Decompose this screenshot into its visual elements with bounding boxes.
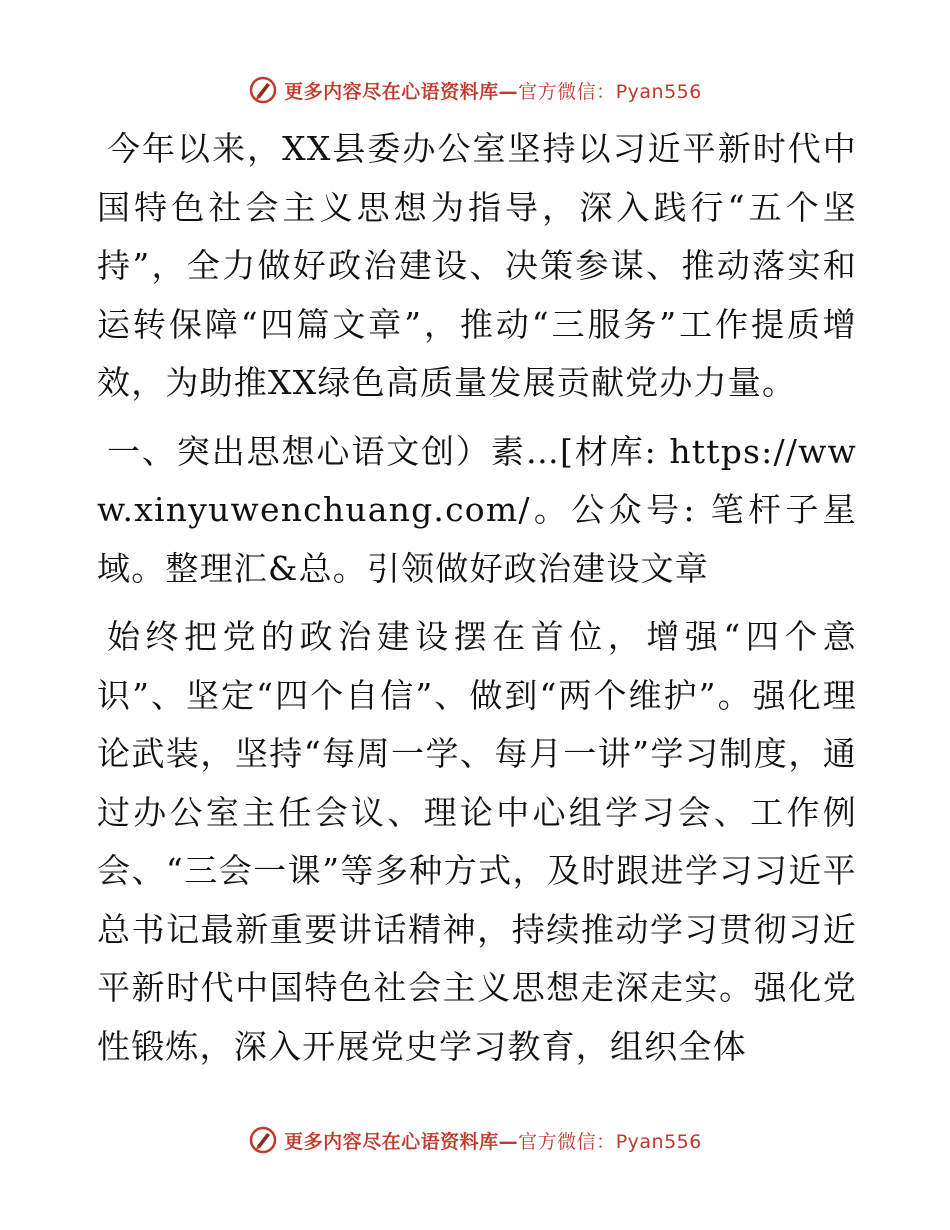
watermark-text: 更多内容尽在心语资料库—官方微信：Pyan556 — [284, 1130, 702, 1153]
footer-watermark — [0, 1120, 950, 1160]
paragraph-intro: 今年以来，XX县委办公室坚持以习近平新时代中国特色社会主义思想为指导，深入践行“五个坚持”，全力做好政治建设、决策参谋、推动落实和运转保障“四篇文章”，推动“三服务”工作提质增效，为助推XX绿色高质量发展贡献党办力量。 — [97, 129, 857, 402]
pen-logo-icon — [248, 75, 278, 105]
document-body — [97, 120, 857, 1086]
pen-logo-icon — [248, 1125, 278, 1155]
watermark-text: 更多内容尽在心语资料库—官方微信：Pyan556 — [284, 80, 702, 103]
section-heading: 一、突出思想心语文创）素…[材库: https://www.xinyuwenchuang.com/。公众号: 笔杆子星域。整理汇&总。引领做好政治建设文章 — [97, 431, 857, 588]
paragraph-body: 始终把党的政治建设摆在首位，增强“四个意识”、坚定“四个自信”、做到“两个维护”。强化理论武装，坚持“每周一学、每月一讲”学习制度，通过办公室主任会议、理论中心组学习会、工作例会、“三会一课”等多种方式，及时跟进学习习近平总书记最新重要讲话精神，持续推动学习贯彻习近平新时代中国特色社会主义思想走深走实。强化党性锻炼，深入开展党史学习教育，组织全体 — [97, 617, 857, 1066]
header-watermark — [0, 70, 950, 110]
